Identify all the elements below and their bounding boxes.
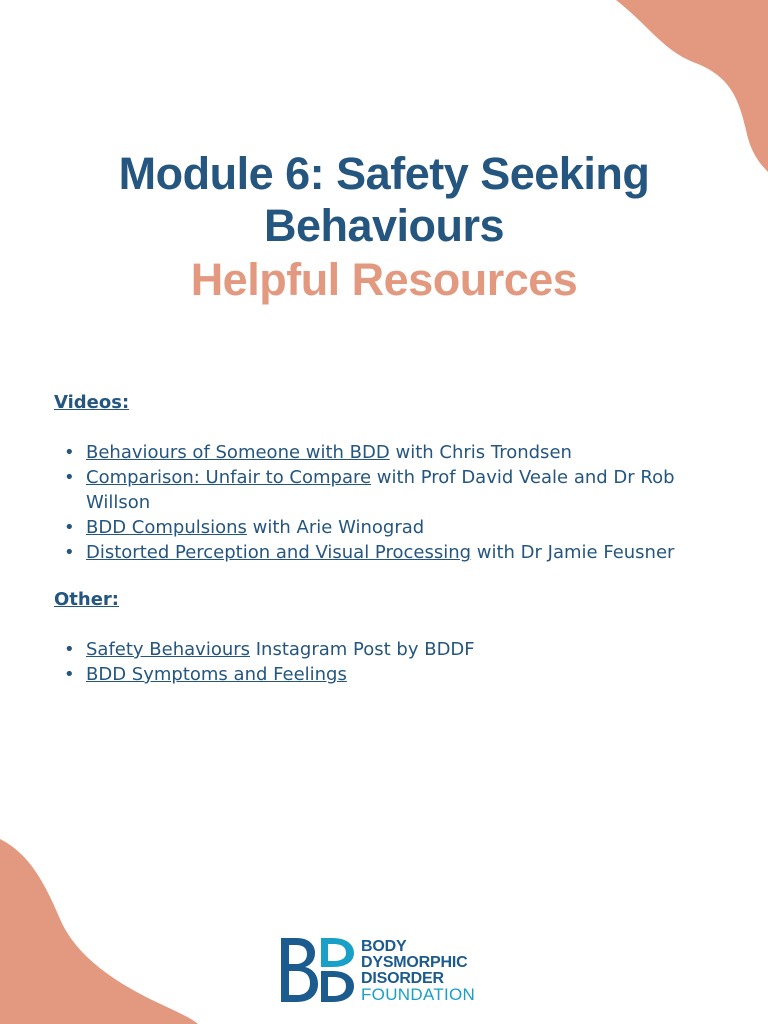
bullet-icon: •	[64, 542, 75, 563]
corner-blob-bottom-left	[0, 839, 200, 1024]
bullet-icon: •	[64, 467, 75, 488]
bullet-icon: •	[64, 442, 75, 463]
list-item	[54, 637, 714, 662]
resource-link[interactable]: BDD Symptoms and Feelings	[86, 664, 347, 685]
bullet-icon: •	[64, 664, 75, 685]
bddf-logo	[279, 936, 499, 1006]
resource-credit: with Prof David Veale and Dr Rob Willson	[86, 467, 675, 513]
logo-line-2: DYSMORPHIC	[361, 954, 468, 971]
list-item	[54, 465, 714, 515]
page-subtitle: Helpful Resources	[190, 254, 578, 305]
list-item	[54, 662, 714, 687]
page-title	[0, 148, 768, 252]
other-list	[54, 637, 714, 687]
logo-line-3: DISORDER	[361, 970, 444, 987]
bullet-icon: •	[64, 639, 75, 660]
resource-link[interactable]: Behaviours of Someone with BDD	[86, 442, 390, 463]
title-line-2: Behaviours	[263, 200, 505, 251]
resource-credit: with Chris Trondsen	[389, 442, 572, 463]
resource-link[interactable]: Comparison: Unfair to Compare	[86, 467, 372, 488]
resource-credit: Instagram Post by BDDF	[250, 639, 475, 660]
bdd-logo-mark-icon	[279, 936, 355, 1004]
list-item	[54, 540, 714, 565]
resource-link[interactable]: Safety Behaviours	[86, 639, 251, 660]
title-line-1: Module 6: Safety Seeking	[118, 148, 650, 199]
logo-wordmark	[361, 939, 475, 1003]
logo-line-4: FOUNDATION	[361, 985, 476, 1004]
resource-link[interactable]: BDD Compulsions	[86, 517, 247, 538]
other-section	[54, 588, 714, 687]
bullet-icon: •	[64, 517, 75, 538]
logo-line-1: BODY	[361, 938, 407, 955]
resource-credit: with Arie Winograd	[246, 517, 425, 538]
videos-section	[54, 391, 714, 565]
other-heading: Other:	[54, 589, 120, 610]
resource-link[interactable]: Distorted Perception and Visual Processing	[86, 542, 472, 563]
resource-credit: with Dr Jamie Feusner	[471, 542, 675, 563]
list-item	[54, 440, 714, 465]
videos-list	[54, 440, 714, 565]
videos-heading: Videos:	[54, 392, 130, 413]
list-item	[54, 515, 714, 540]
